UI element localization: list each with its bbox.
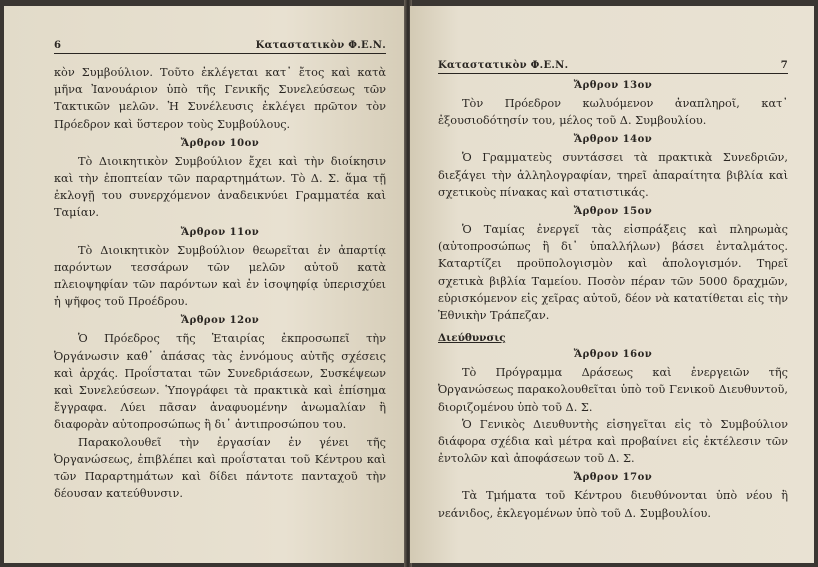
section-heading: Διεύθυνσις <box>438 332 506 345</box>
left-page <box>4 6 406 563</box>
article-text: Τὸ Διοικητικὸν Συμβούλιον ἔχει καὶ τὴν διοίκησιν καὶ τὴν ἐποπτείαν τῶν παραρτημάτων. Τὸ Δ. Σ. ἅμα τῇ ἐκλογῇ του συνερχόμενον ἀναδεικνύει Γραμματέα καὶ Ταμίαν. <box>54 154 386 220</box>
running-head-title: Καταστατικὸν Φ.Ε.Ν. <box>255 40 386 51</box>
article-text: Τὸν Πρόεδρον κωλυόμενον ἀναπληροῖ, κατ᾽ ἐξουσιοδότησίν του, μέλος τοῦ Δ. Συμβουλίου. <box>438 97 788 128</box>
right-running-head <box>438 60 788 74</box>
left-running-head <box>54 40 386 54</box>
article-text: Ὁ Γενικὸς Διευθυντὴς εἰσηγεῖται εἰς τὸ Συμβούλιον διάφορα σχέδια καὶ μέτρα καὶ προβαίνει εἰς ἐκτέλεσιν τῶν ἐντολῶν καὶ ἀποφάσεων τοῦ Δ. Σ. <box>438 417 788 466</box>
article-heading: Ἄρθρον 12ον <box>180 315 260 327</box>
article-text: Ὁ Πρόεδρος τῆς Ἑταιρίας ἐκπροσωπεῖ τὴν Ὀργάνωσιν καθ᾽ ἁπάσας τὰς ἐννόμους αὐτῆς σχέσεις καὶ ἀρχάς. Προΐσταται τῶν Συνεδριάσεων, Συσκέψεων καὶ Συνελεύσεων. Ὑπογράφει τὰ πρακτικὰ καὶ ἐπίσημα ἔγγραφα. Λύει πᾶσαν ἀναφυομένην ἀνωμαλίαν ἢ διαφορὰν αὐτοπροσώπως ἢ δι᾽ ἀντιπροσώπου του. <box>54 332 386 432</box>
article-heading: Ἄρθρον 10ον <box>180 137 260 149</box>
article-heading: Ἄρθρον 14ον <box>573 134 653 146</box>
article-text: Ὁ Ταμίας ἐνεργεῖ τὰς εἰσπράξεις καὶ πληρωμὰς (αὐτοπροσώπως ἢ δι᾽ ὑπαλλήλων) βάσει ἐνταλμάτος. Καταρτίζει προϋπολογισμὸν καὶ ἀπολογισμόν. Τηρεῖ σχετικὰ βιβλία Ταμείου. Ποσὸν πέραν τῶν 5000 δραχμῶν, εὑρισκόμενον εἰς χεῖρας αὐτοῦ, δέον νὰ κατατίθεται εἰς τὴν Ἐθνικὴν Τράπεζαν. <box>438 223 788 323</box>
article-text: Τὸ Πρόγραμμα Δράσεως καὶ ἐνεργειῶν τῆς Ὀργανώσεως παρακολουθεῖται ὑπὸ τοῦ Γενικοῦ Διευθυντοῦ, διοριζομένου ὑπὸ τοῦ Δ. Σ. <box>438 366 788 414</box>
article-heading: Ἄρθρον 11ον <box>180 226 260 238</box>
article-text: Τὸ Διοικητικὸν Συμβούλιον θεωρεῖται ἐν ἀπαρτίᾳ παρόντων τεσσάρων τῶν μελῶν αὐτοῦ κατὰ πλειοψηφίαν τῶν παρόντων καὶ ἐν ἰσοψηφίᾳ ὑπερισχύει ἡ ψῆφος τοῦ Προέδρου. <box>54 243 386 309</box>
page-number: 7 <box>780 60 788 71</box>
article-heading: Ἄρθρον 15ον <box>573 206 653 218</box>
article-text: Τὰ Τμήματα τοῦ Κέντρου διευθύνονται ὑπὸ νέου ἢ νεάνιδος, ἐκλεγομένων ὑπὸ τοῦ Δ. Συμβουλίου. <box>438 489 788 520</box>
running-head-title: Καταστατικὸν Φ.Ε.Ν. <box>438 60 569 71</box>
page-number: 6 <box>54 40 62 51</box>
paragraph: κὸν Συμβούλιον. Τοῦτο ἐκλέγεται κατ᾽ ἔτος καὶ κατὰ μῆνα Ἰανουάριον ὑπὸ τῆς Γενικῆς Συνελεύσεως τῶν Τακτικῶν μελῶν. Ἡ Συνέλευσις ἐκλέγει πρῶτον τὸν Πρόεδρον καὶ ὕστερον τοὺς Συμβούλους. <box>54 66 386 131</box>
right-page <box>410 6 814 563</box>
article-text: Ὁ Γραμματεὺς συντάσσει τὰ πρακτικὰ Συνεδριῶν, διεξάγει τὴν ἀλληλογραφίαν, τηρεῖ ἀπαραίτητα βιβλία καὶ σχετικοὺς πίνακας καὶ στατιστικάς. <box>438 151 788 199</box>
article-heading: Ἄρθρον 13ον <box>573 80 653 91</box>
article-heading: Ἄρθρον 17ον <box>573 472 653 484</box>
article-heading: Ἄρθρον 16ον <box>573 349 653 361</box>
article-text: Παρακολουθεῖ τὴν ἐργασίαν ἐν γένει τῆς Ὀργανώσεως, ἐπιβλέπει καὶ προΐσταται τοῦ Κέντρου καὶ τῶν Παραρτημάτων καὶ δίδει πάντοτε πανταχοῦ τὴν δέουσαν κατεύθυνσιν. <box>54 435 386 501</box>
